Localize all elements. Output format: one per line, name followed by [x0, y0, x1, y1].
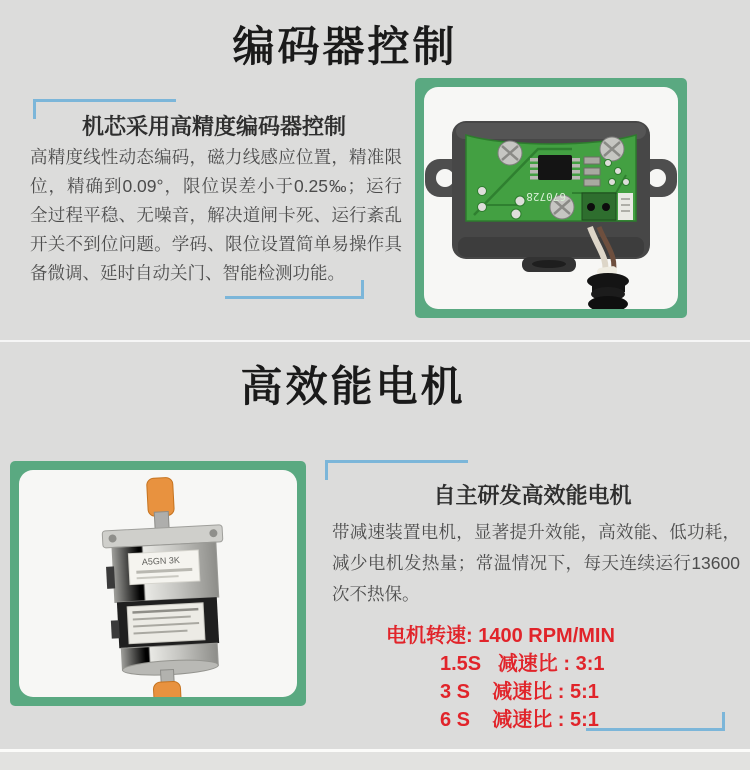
ratio-line-2: 3 S 减速比 : 5:1	[440, 681, 599, 703]
ratio-line-1: 1.5S 减速比 : 3:1	[440, 653, 605, 675]
motor-section-title: 高效能电机	[240, 365, 466, 411]
connector-block	[582, 193, 633, 220]
encoder-subtitle: 机芯采用高精度编码器控制	[81, 114, 346, 139]
corner-bracket-bottom-right-icon	[225, 280, 364, 299]
section-divider	[0, 340, 750, 342]
encoder-module-illustration	[424, 87, 678, 309]
motor-spec-band	[117, 597, 219, 648]
housing-bottom-slot	[522, 257, 576, 272]
encoder-photo-frame	[415, 78, 687, 318]
motor-photo-frame	[10, 461, 306, 706]
encoder-photo	[424, 87, 678, 309]
ratio-line-3: 6 S 减速比 : 5:1	[440, 709, 599, 731]
smd-components	[584, 157, 600, 186]
next-section-strip	[0, 752, 750, 770]
encoder-section-title: 编码器控制	[232, 25, 458, 71]
ic-chip	[530, 155, 580, 180]
pcb-serial-text	[526, 190, 566, 203]
encoder-description: 高精度线性动态编码，磁力线感应位置，精准限位，精确到0.09°，限位误差小于0.25‰；运行全过程平稳、无噪音，解决道闸卡死、运行紊乱开关不到位问题。学码、限位设置简单易操作具备微调、延时自动关门、智能检测功能。	[30, 147, 402, 283]
corner-bracket-top-left-icon	[325, 460, 468, 480]
motor-photo	[19, 470, 297, 697]
corner-bracket-bottom-right-icon	[586, 712, 725, 731]
motor-speed-line: 电机转速: 1400 RPM/MIN	[386, 625, 615, 647]
svg-text:670728: 670728	[526, 190, 566, 203]
motor-description: 带减速装置电机，显著提升效能，高效能、低功耗，减少电机发热量；常温情况下，每天连续运行13600次不热保。	[332, 522, 740, 604]
gear-motor-illustration	[19, 470, 297, 697]
svg-text:A5GN 3K: A5GN 3K	[141, 554, 181, 567]
motor-subtitle: 自主研发高效能电机	[433, 483, 632, 508]
top-shaft-cap	[146, 477, 175, 530]
motor-upper-body	[105, 542, 219, 603]
